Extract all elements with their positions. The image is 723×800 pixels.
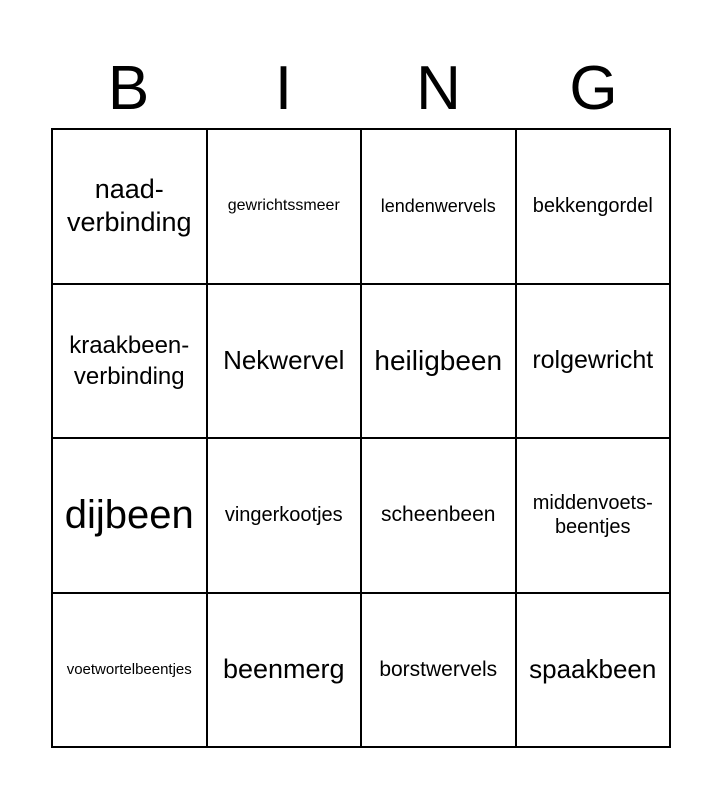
bingo-cell-r3c3[interactable]: [362, 439, 517, 594]
cell-text: borstwervels: [379, 657, 498, 681]
cell-text: dijbeen: [64, 493, 194, 538]
bingo-cell-r1c2[interactable]: [208, 130, 363, 285]
bingo-cell-r4c2[interactable]: [208, 594, 363, 749]
header-letter-b: B: [107, 54, 150, 123]
cell-text: lendenwervels: [380, 196, 496, 217]
bingo-cell-r3c4[interactable]: [517, 439, 672, 594]
bingo-cell-r2c1[interactable]: [53, 285, 208, 440]
bingo-grid: [51, 128, 671, 748]
bingo-cell-r1c1[interactable]: [53, 130, 208, 285]
bingo-cell-r2c2[interactable]: [208, 285, 363, 440]
cell-text: middenvoets- beentjes: [532, 492, 653, 539]
cell-text: scheenbeen: [381, 503, 496, 527]
bingo-cell-r4c3[interactable]: [362, 594, 517, 749]
cell-text: bekkengordel: [532, 195, 653, 218]
header-letter-n: N: [416, 54, 461, 123]
cell-text: beenmerg: [222, 654, 345, 685]
cell-text: naad- verbinding: [66, 174, 192, 238]
header-letter-g: G: [569, 54, 618, 123]
bingo-cell-r1c3[interactable]: [362, 130, 517, 285]
bingo-cell-r4c4[interactable]: [517, 594, 672, 749]
cell-text: Nekwervel: [223, 345, 345, 376]
header-letter-i: I: [274, 54, 293, 123]
cell-text: gewrichtssmeer: [227, 197, 340, 215]
cell-text: rolgewricht: [532, 346, 654, 375]
bingo-header: [51, 50, 671, 128]
bingo-cell-r1c4[interactable]: [517, 130, 672, 285]
cell-text: vingerkootjes: [224, 504, 343, 527]
bingo-cell-r3c2[interactable]: [208, 439, 363, 594]
bingo-cell-r2c4[interactable]: [517, 285, 672, 440]
cell-text: heiligbeen: [374, 345, 503, 377]
bingo-cell-r4c1[interactable]: [53, 594, 208, 749]
cell-text: spaakbeen: [529, 654, 657, 685]
cell-text: voetwortelbeentjes: [66, 660, 192, 678]
cell-text: kraakbeen- verbinding: [69, 331, 190, 390]
bingo-cell-r2c3[interactable]: [362, 285, 517, 440]
bingo-cell-r3c1[interactable]: [53, 439, 208, 594]
